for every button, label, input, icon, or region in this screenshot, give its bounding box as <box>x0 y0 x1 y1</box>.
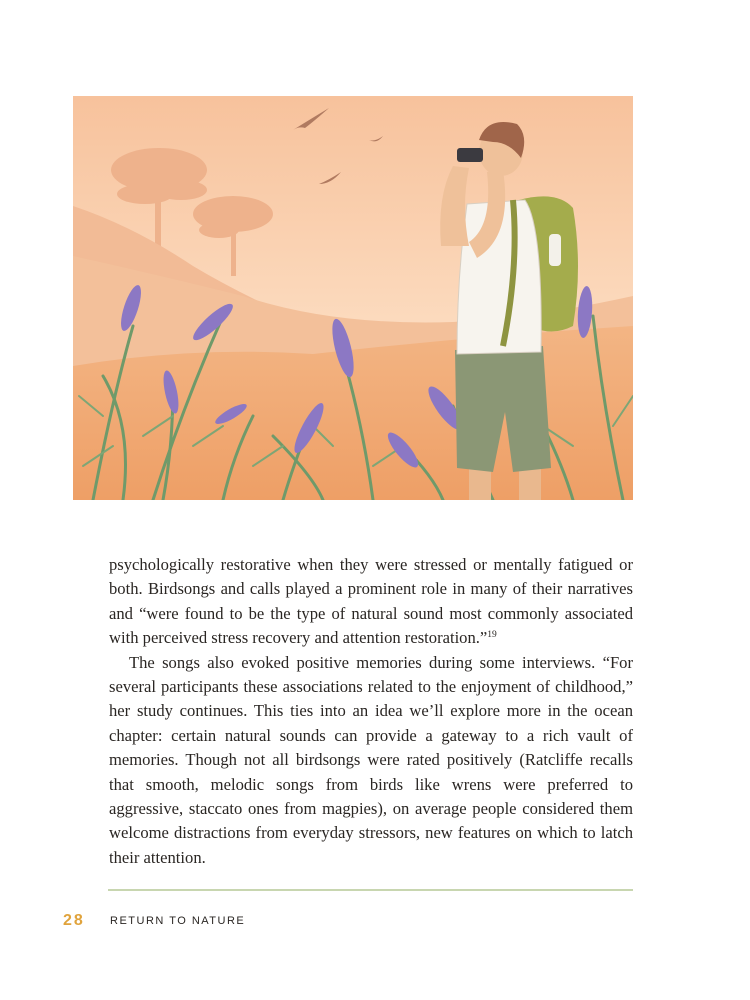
hiker-lavender-field-image <box>73 96 633 500</box>
paragraph-1 <box>109 553 633 651</box>
page-number: 28 <box>63 912 85 929</box>
paragraph-1-text: psychologically restorative when they were stressed or mentally fatigued or both. Birdsongs and calls played a prominent role in many of their narratives and “were found to be the type of natural sound most commonly associated with perceived stress recovery and attention restoration.” <box>109 555 633 648</box>
running-head: RETURN TO NATURE <box>110 915 246 927</box>
body-text <box>109 553 633 870</box>
chapter-illustration <box>73 96 633 500</box>
endnote-marker: 19 <box>487 630 497 641</box>
footer-rule <box>108 889 633 891</box>
paragraph-2: The songs also evoked positive memories during some interviews. “For several participants these associations related to the enjoyment of childhood,” her study continues. This ties into an idea we’ll explore more in the ocean chapter: certain natural sounds can provide a gateway to a rich vault of memories. Though not all birdsongs were rated positively (Ratcliffe recalls that smooth, melodic songs from birds like wrens were preferred to aggressive, staccato ones from magpies), on average people considered them welcome distractions from everyday stressors, new features on which to latch their attention. <box>109 652 633 867</box>
